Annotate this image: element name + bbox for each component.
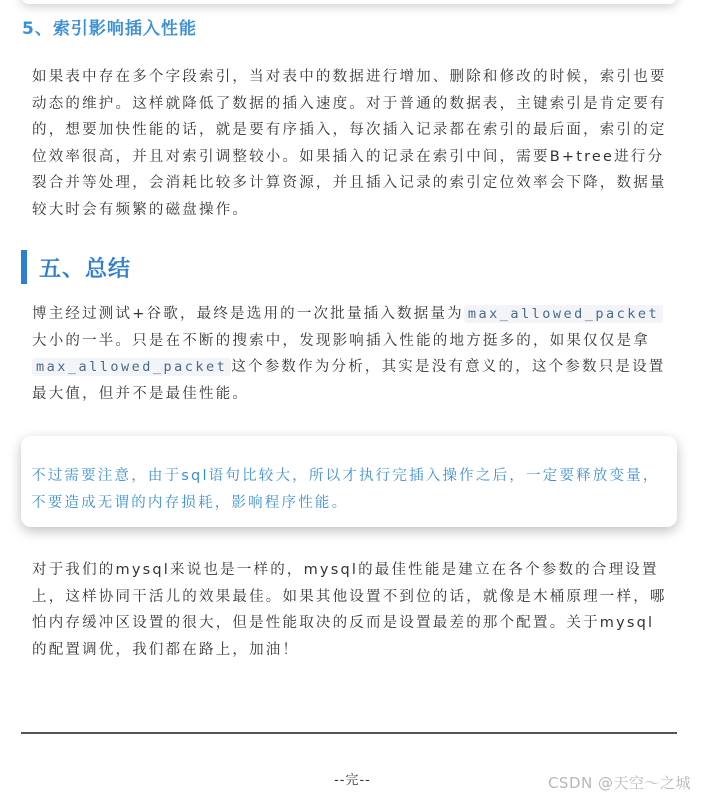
- summary-heading-block: [21, 250, 131, 284]
- callout-box: [21, 436, 677, 527]
- csdn-watermark: CSDN @天空～之城: [547, 774, 691, 792]
- summary-paragraph: [32, 301, 668, 407]
- closing-paragraph: 对于我们的mysql来说也是一样的，mysql的最佳性能是建立在各个参数的合理设置上，这样协同干活儿的效果最佳。如果其他设置不到位的话，就像是木桶原理一样，哪怕内存缓冲区设置的很大，但是性能取决的反而是设置最差的那个配置。关于mysql的配置调优，我们都在路上，加油！: [32, 562, 667, 658]
- horizontal-divider: [21, 732, 677, 734]
- inline-code-max-allowed-packet-2: max_allowed_packet: [32, 358, 231, 376]
- section-5-heading: 5、索引影响插入性能: [22, 19, 197, 39]
- callout-text: 不过需要注意，由于sql语句比较大，所以才执行完插入操作之后，一定要释放变量，不要造成无谓的内存损耗，影响程序性能。: [31, 468, 660, 511]
- summary-text-2: 大小的一半。只是在不断的搜索中，发现影响插入性能的地方挺多的，如果仅仅是拿: [32, 332, 650, 349]
- inline-code-max-allowed-packet: max_allowed_packet: [464, 305, 663, 323]
- summary-text-3: 这个参数作为分析，其实是没有意义的，这个参数只是设置最大值，但并不是最佳性能。: [32, 359, 666, 402]
- section-5-paragraph: 如果表中存在多个字段索引，当对表中的数据进行增加、删除和修改的时候，索引也要动态的维护。这样就降低了数据的插入速度。对于普通的数据表，主键索引是肯定要有的，想要加快性能的话，就是要有序插入，每次插入记录都在索引的最后面，索引的定位效率很高，并且对索引调整较小。如果插入的记录在索引中间，需要B+tree进行分裂合并等处理，会消耗比较多计算资源，并且插入记录的索引定位效率会下降，数据量较大时会有频繁的磁盘操作。: [32, 69, 667, 218]
- previous-block-edge: [21, 0, 677, 4]
- end-mark: --完--: [334, 773, 371, 788]
- summary-text-1: 博主经过测试+谷歌，最终是选用的一次批量插入数据量为: [32, 306, 464, 322]
- summary-heading: 五、总结: [39, 256, 132, 282]
